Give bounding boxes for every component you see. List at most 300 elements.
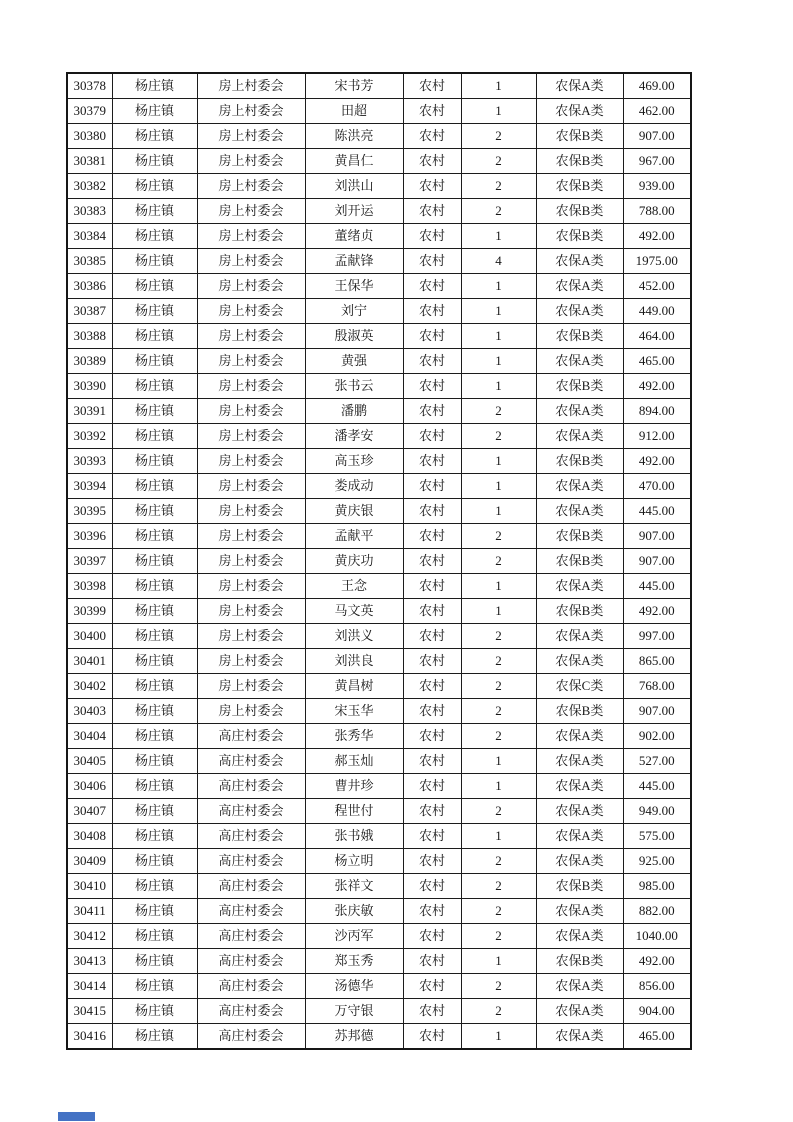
insurance-type-cell: 农保A类 — [536, 73, 623, 99]
person-count-cell: 2 — [461, 399, 536, 424]
person-name-cell: 潘孝安 — [305, 424, 403, 449]
person-name-cell: 刘洪义 — [305, 624, 403, 649]
person-count-cell: 2 — [461, 549, 536, 574]
town-cell: 杨庄镇 — [112, 574, 197, 599]
person-name-cell: 宋玉华 — [305, 699, 403, 724]
serial-number-cell: 30384 — [67, 224, 112, 249]
insurance-type-cell: 农保B类 — [536, 549, 623, 574]
person-count-cell: 1 — [461, 349, 536, 374]
amount-cell: 907.00 — [623, 524, 691, 549]
amount-cell: 492.00 — [623, 374, 691, 399]
table-row — [67, 124, 691, 149]
insurance-type-cell: 农保A类 — [536, 749, 623, 774]
table-row — [67, 899, 691, 924]
amount-cell: 469.00 — [623, 73, 691, 99]
household-type-cell: 农村 — [403, 299, 461, 324]
town-cell: 杨庄镇 — [112, 349, 197, 374]
person-name-cell: 郝玉灿 — [305, 749, 403, 774]
insurance-type-cell: 农保A类 — [536, 474, 623, 499]
amount-cell: 967.00 — [623, 149, 691, 174]
household-type-cell: 农村 — [403, 599, 461, 624]
insurance-type-cell: 农保A类 — [536, 849, 623, 874]
household-type-cell: 农村 — [403, 849, 461, 874]
table-row — [67, 249, 691, 274]
village-committee-cell: 房上村委会 — [197, 324, 305, 349]
town-cell: 杨庄镇 — [112, 824, 197, 849]
serial-number-cell: 30393 — [67, 449, 112, 474]
household-type-cell: 农村 — [403, 274, 461, 299]
person-count-cell: 2 — [461, 524, 536, 549]
person-count-cell: 1 — [461, 1024, 536, 1050]
town-cell: 杨庄镇 — [112, 399, 197, 424]
person-count-cell: 1 — [461, 749, 536, 774]
person-name-cell: 杨立明 — [305, 849, 403, 874]
household-type-cell: 农村 — [403, 324, 461, 349]
town-cell: 杨庄镇 — [112, 924, 197, 949]
town-cell: 杨庄镇 — [112, 224, 197, 249]
amount-cell: 907.00 — [623, 124, 691, 149]
serial-number-cell: 30389 — [67, 349, 112, 374]
amount-cell: 445.00 — [623, 499, 691, 524]
person-name-cell: 高玉珍 — [305, 449, 403, 474]
table-row — [67, 749, 691, 774]
serial-number-cell: 30404 — [67, 724, 112, 749]
household-type-cell: 农村 — [403, 73, 461, 99]
town-cell: 杨庄镇 — [112, 949, 197, 974]
serial-number-cell: 30396 — [67, 524, 112, 549]
person-name-cell: 郑玉秀 — [305, 949, 403, 974]
household-type-cell: 农村 — [403, 749, 461, 774]
table-row — [67, 574, 691, 599]
insurance-type-cell: 农保B类 — [536, 699, 623, 724]
amount-cell: 882.00 — [623, 899, 691, 924]
village-committee-cell: 房上村委会 — [197, 624, 305, 649]
person-name-cell: 殷淑英 — [305, 324, 403, 349]
village-committee-cell: 高庄村委会 — [197, 749, 305, 774]
person-name-cell: 曹井珍 — [305, 774, 403, 799]
household-type-cell: 农村 — [403, 149, 461, 174]
insurance-type-cell: 农保C类 — [536, 674, 623, 699]
town-cell: 杨庄镇 — [112, 874, 197, 899]
village-committee-cell: 房上村委会 — [197, 249, 305, 274]
person-count-cell: 2 — [461, 799, 536, 824]
village-committee-cell: 房上村委会 — [197, 524, 305, 549]
table-row — [67, 1024, 691, 1050]
town-cell: 杨庄镇 — [112, 624, 197, 649]
table-row — [67, 324, 691, 349]
person-count-cell: 1 — [461, 324, 536, 349]
person-name-cell: 潘鹏 — [305, 399, 403, 424]
village-committee-cell: 高庄村委会 — [197, 899, 305, 924]
insurance-type-cell: 农保B类 — [536, 599, 623, 624]
household-type-cell: 农村 — [403, 349, 461, 374]
table-row — [67, 724, 691, 749]
insurance-type-cell: 农保B类 — [536, 324, 623, 349]
person-name-cell: 张书娥 — [305, 824, 403, 849]
table-row — [67, 924, 691, 949]
insurance-type-cell: 农保A类 — [536, 899, 623, 924]
amount-cell: 527.00 — [623, 749, 691, 774]
amount-cell: 462.00 — [623, 99, 691, 124]
person-count-cell: 1 — [461, 274, 536, 299]
person-count-cell: 2 — [461, 624, 536, 649]
person-name-cell: 孟献平 — [305, 524, 403, 549]
village-committee-cell: 房上村委会 — [197, 499, 305, 524]
household-type-cell: 农村 — [403, 249, 461, 274]
amount-cell: 894.00 — [623, 399, 691, 424]
village-committee-cell: 房上村委会 — [197, 124, 305, 149]
town-cell: 杨庄镇 — [112, 199, 197, 224]
insurance-type-cell: 农保A类 — [536, 999, 623, 1024]
table-row — [67, 949, 691, 974]
village-committee-cell: 高庄村委会 — [197, 874, 305, 899]
insurance-type-cell: 农保A类 — [536, 274, 623, 299]
person-name-cell: 王念 — [305, 574, 403, 599]
household-type-cell: 农村 — [403, 874, 461, 899]
table-row — [67, 624, 691, 649]
person-name-cell: 万守银 — [305, 999, 403, 1024]
household-type-cell: 农村 — [403, 374, 461, 399]
amount-cell: 464.00 — [623, 324, 691, 349]
person-name-cell: 娄成动 — [305, 474, 403, 499]
table-row — [67, 774, 691, 799]
insurance-type-cell: 农保B类 — [536, 449, 623, 474]
person-count-cell: 1 — [461, 574, 536, 599]
table-row — [67, 224, 691, 249]
household-type-cell: 农村 — [403, 824, 461, 849]
insurance-type-cell: 农保B类 — [536, 199, 623, 224]
town-cell: 杨庄镇 — [112, 724, 197, 749]
table-row — [67, 499, 691, 524]
town-cell: 杨庄镇 — [112, 849, 197, 874]
insurance-type-cell: 农保B类 — [536, 174, 623, 199]
person-name-cell: 陈洪亮 — [305, 124, 403, 149]
household-type-cell: 农村 — [403, 999, 461, 1024]
table-row — [67, 674, 691, 699]
town-cell: 杨庄镇 — [112, 449, 197, 474]
town-cell: 杨庄镇 — [112, 749, 197, 774]
insurance-type-cell: 农保A类 — [536, 249, 623, 274]
table-row — [67, 73, 691, 99]
insurance-type-cell: 农保B类 — [536, 374, 623, 399]
town-cell: 杨庄镇 — [112, 274, 197, 299]
person-count-cell: 1 — [461, 949, 536, 974]
village-committee-cell: 高庄村委会 — [197, 974, 305, 999]
amount-cell: 856.00 — [623, 974, 691, 999]
serial-number-cell: 30400 — [67, 624, 112, 649]
amount-cell: 575.00 — [623, 824, 691, 849]
table-row — [67, 374, 691, 399]
household-type-cell: 农村 — [403, 549, 461, 574]
village-committee-cell: 房上村委会 — [197, 449, 305, 474]
town-cell: 杨庄镇 — [112, 174, 197, 199]
amount-cell: 492.00 — [623, 599, 691, 624]
amount-cell: 465.00 — [623, 1024, 691, 1050]
table-row — [67, 999, 691, 1024]
serial-number-cell: 30380 — [67, 124, 112, 149]
household-type-cell: 农村 — [403, 174, 461, 199]
household-type-cell: 农村 — [403, 574, 461, 599]
serial-number-cell: 30387 — [67, 299, 112, 324]
insurance-type-cell: 农保B类 — [536, 224, 623, 249]
serial-number-cell: 30411 — [67, 899, 112, 924]
serial-number-cell: 30405 — [67, 749, 112, 774]
amount-cell: 925.00 — [623, 849, 691, 874]
amount-cell: 904.00 — [623, 999, 691, 1024]
insurance-type-cell: 农保A类 — [536, 499, 623, 524]
village-committee-cell: 房上村委会 — [197, 73, 305, 99]
village-committee-cell: 高庄村委会 — [197, 724, 305, 749]
table-row — [67, 299, 691, 324]
village-committee-cell: 房上村委会 — [197, 199, 305, 224]
person-name-cell: 黄庆功 — [305, 549, 403, 574]
amount-cell: 470.00 — [623, 474, 691, 499]
serial-number-cell: 30391 — [67, 399, 112, 424]
village-committee-cell: 房上村委会 — [197, 574, 305, 599]
village-committee-cell: 房上村委会 — [197, 649, 305, 674]
household-type-cell: 农村 — [403, 799, 461, 824]
town-cell: 杨庄镇 — [112, 649, 197, 674]
town-cell: 杨庄镇 — [112, 249, 197, 274]
person-name-cell: 刘宁 — [305, 299, 403, 324]
insurance-type-cell: 农保A类 — [536, 299, 623, 324]
serial-number-cell: 30399 — [67, 599, 112, 624]
bottom-left-blue-marker — [58, 1112, 95, 1121]
table-row — [67, 274, 691, 299]
insurance-type-cell: 农保A类 — [536, 774, 623, 799]
person-name-cell: 苏邦德 — [305, 1024, 403, 1050]
amount-cell: 1975.00 — [623, 249, 691, 274]
person-count-cell: 1 — [461, 774, 536, 799]
person-count-cell: 1 — [461, 449, 536, 474]
village-committee-cell: 高庄村委会 — [197, 824, 305, 849]
table-row — [67, 974, 691, 999]
town-cell: 杨庄镇 — [112, 299, 197, 324]
person-count-cell: 2 — [461, 424, 536, 449]
person-count-cell: 2 — [461, 174, 536, 199]
serial-number-cell: 30383 — [67, 199, 112, 224]
table-row — [67, 99, 691, 124]
person-name-cell: 汤德华 — [305, 974, 403, 999]
insurance-type-cell: 农保A类 — [536, 424, 623, 449]
household-type-cell: 农村 — [403, 624, 461, 649]
person-count-cell: 2 — [461, 999, 536, 1024]
person-name-cell: 王保华 — [305, 274, 403, 299]
amount-cell: 907.00 — [623, 549, 691, 574]
person-name-cell: 刘开运 — [305, 199, 403, 224]
amount-cell: 985.00 — [623, 874, 691, 899]
person-count-cell: 1 — [461, 224, 536, 249]
serial-number-cell: 30392 — [67, 424, 112, 449]
insurance-type-cell: 农保A类 — [536, 1024, 623, 1050]
household-type-cell: 农村 — [403, 724, 461, 749]
serial-number-cell: 30401 — [67, 649, 112, 674]
village-committee-cell: 房上村委会 — [197, 299, 305, 324]
person-count-cell: 2 — [461, 674, 536, 699]
household-type-cell: 农村 — [403, 949, 461, 974]
serial-number-cell: 30415 — [67, 999, 112, 1024]
serial-number-cell: 30413 — [67, 949, 112, 974]
amount-cell: 445.00 — [623, 774, 691, 799]
town-cell: 杨庄镇 — [112, 899, 197, 924]
amount-cell: 452.00 — [623, 274, 691, 299]
household-type-cell: 农村 — [403, 199, 461, 224]
village-committee-cell: 房上村委会 — [197, 399, 305, 424]
serial-number-cell: 30416 — [67, 1024, 112, 1050]
serial-number-cell: 30407 — [67, 799, 112, 824]
household-type-cell: 农村 — [403, 1024, 461, 1050]
village-committee-cell: 高庄村委会 — [197, 999, 305, 1024]
amount-cell: 865.00 — [623, 649, 691, 674]
town-cell: 杨庄镇 — [112, 149, 197, 174]
table-row — [67, 399, 691, 424]
amount-cell: 465.00 — [623, 349, 691, 374]
amount-cell: 907.00 — [623, 699, 691, 724]
town-cell: 杨庄镇 — [112, 124, 197, 149]
town-cell: 杨庄镇 — [112, 774, 197, 799]
person-name-cell: 宋书芳 — [305, 73, 403, 99]
village-committee-cell: 高庄村委会 — [197, 799, 305, 824]
person-name-cell: 黄昌树 — [305, 674, 403, 699]
serial-number-cell: 30378 — [67, 73, 112, 99]
serial-number-cell: 30379 — [67, 99, 112, 124]
table-row — [67, 799, 691, 824]
village-committee-cell: 高庄村委会 — [197, 774, 305, 799]
household-type-cell: 农村 — [403, 774, 461, 799]
household-type-cell: 农村 — [403, 524, 461, 549]
insurance-type-cell: 农保A类 — [536, 624, 623, 649]
person-name-cell: 张秀华 — [305, 724, 403, 749]
serial-number-cell: 30406 — [67, 774, 112, 799]
person-count-cell: 2 — [461, 649, 536, 674]
town-cell: 杨庄镇 — [112, 524, 197, 549]
person-count-cell: 2 — [461, 974, 536, 999]
insurance-payment-table — [66, 72, 692, 1050]
table-row — [67, 349, 691, 374]
household-type-cell: 农村 — [403, 649, 461, 674]
person-name-cell: 张书云 — [305, 374, 403, 399]
village-committee-cell: 高庄村委会 — [197, 849, 305, 874]
household-type-cell: 农村 — [403, 224, 461, 249]
person-count-cell: 2 — [461, 124, 536, 149]
insurance-type-cell: 农保A类 — [536, 399, 623, 424]
amount-cell: 768.00 — [623, 674, 691, 699]
table-row — [67, 849, 691, 874]
serial-number-cell: 30386 — [67, 274, 112, 299]
person-count-cell: 1 — [461, 73, 536, 99]
village-committee-cell: 房上村委会 — [197, 224, 305, 249]
person-count-cell: 4 — [461, 249, 536, 274]
insurance-type-cell: 农保A类 — [536, 649, 623, 674]
amount-cell: 997.00 — [623, 624, 691, 649]
household-type-cell: 农村 — [403, 499, 461, 524]
household-type-cell: 农村 — [403, 924, 461, 949]
serial-number-cell: 30409 — [67, 849, 112, 874]
town-cell: 杨庄镇 — [112, 1024, 197, 1050]
insurance-type-cell: 农保A类 — [536, 349, 623, 374]
table-row — [67, 149, 691, 174]
village-committee-cell: 房上村委会 — [197, 149, 305, 174]
person-name-cell: 刘洪山 — [305, 174, 403, 199]
amount-cell: 492.00 — [623, 949, 691, 974]
household-type-cell: 农村 — [403, 699, 461, 724]
insurance-type-cell: 农保B类 — [536, 149, 623, 174]
village-committee-cell: 高庄村委会 — [197, 1024, 305, 1050]
serial-number-cell: 30403 — [67, 699, 112, 724]
table-row — [67, 524, 691, 549]
household-type-cell: 农村 — [403, 674, 461, 699]
amount-cell: 949.00 — [623, 799, 691, 824]
village-committee-cell: 房上村委会 — [197, 374, 305, 399]
serial-number-cell: 30390 — [67, 374, 112, 399]
town-cell: 杨庄镇 — [112, 73, 197, 99]
serial-number-cell: 30388 — [67, 324, 112, 349]
table-row — [67, 449, 691, 474]
household-type-cell: 农村 — [403, 899, 461, 924]
person-name-cell: 黄强 — [305, 349, 403, 374]
amount-cell: 939.00 — [623, 174, 691, 199]
person-name-cell: 孟献锋 — [305, 249, 403, 274]
amount-cell: 492.00 — [623, 449, 691, 474]
town-cell: 杨庄镇 — [112, 699, 197, 724]
town-cell: 杨庄镇 — [112, 799, 197, 824]
insurance-type-cell: 农保B类 — [536, 124, 623, 149]
insurance-type-cell: 农保A类 — [536, 824, 623, 849]
table-row — [67, 424, 691, 449]
person-count-cell: 2 — [461, 924, 536, 949]
village-committee-cell: 房上村委会 — [197, 349, 305, 374]
serial-number-cell: 30385 — [67, 249, 112, 274]
serial-number-cell: 30412 — [67, 924, 112, 949]
village-committee-cell: 高庄村委会 — [197, 924, 305, 949]
person-count-cell: 2 — [461, 899, 536, 924]
insurance-type-cell: 农保A类 — [536, 799, 623, 824]
amount-cell: 902.00 — [623, 724, 691, 749]
amount-cell: 492.00 — [623, 224, 691, 249]
person-count-cell: 1 — [461, 299, 536, 324]
amount-cell: 1040.00 — [623, 924, 691, 949]
person-name-cell: 张庆敏 — [305, 899, 403, 924]
village-committee-cell: 房上村委会 — [197, 274, 305, 299]
town-cell: 杨庄镇 — [112, 99, 197, 124]
village-committee-cell: 房上村委会 — [197, 549, 305, 574]
serial-number-cell: 30408 — [67, 824, 112, 849]
town-cell: 杨庄镇 — [112, 374, 197, 399]
person-name-cell: 马文英 — [305, 599, 403, 624]
town-cell: 杨庄镇 — [112, 474, 197, 499]
town-cell: 杨庄镇 — [112, 974, 197, 999]
person-count-cell: 1 — [461, 599, 536, 624]
person-name-cell: 程世付 — [305, 799, 403, 824]
insurance-type-cell: 农保B类 — [536, 949, 623, 974]
village-committee-cell: 房上村委会 — [197, 424, 305, 449]
table-row — [67, 474, 691, 499]
household-type-cell: 农村 — [403, 399, 461, 424]
table-row — [67, 174, 691, 199]
person-name-cell: 董绪贞 — [305, 224, 403, 249]
table-row — [67, 199, 691, 224]
village-committee-cell: 房上村委会 — [197, 474, 305, 499]
person-count-cell: 1 — [461, 474, 536, 499]
household-type-cell: 农村 — [403, 449, 461, 474]
person-count-cell: 1 — [461, 499, 536, 524]
town-cell: 杨庄镇 — [112, 324, 197, 349]
household-type-cell: 农村 — [403, 974, 461, 999]
person-name-cell: 黄昌仁 — [305, 149, 403, 174]
person-count-cell: 2 — [461, 199, 536, 224]
payment-table-body — [67, 73, 691, 1049]
town-cell: 杨庄镇 — [112, 674, 197, 699]
